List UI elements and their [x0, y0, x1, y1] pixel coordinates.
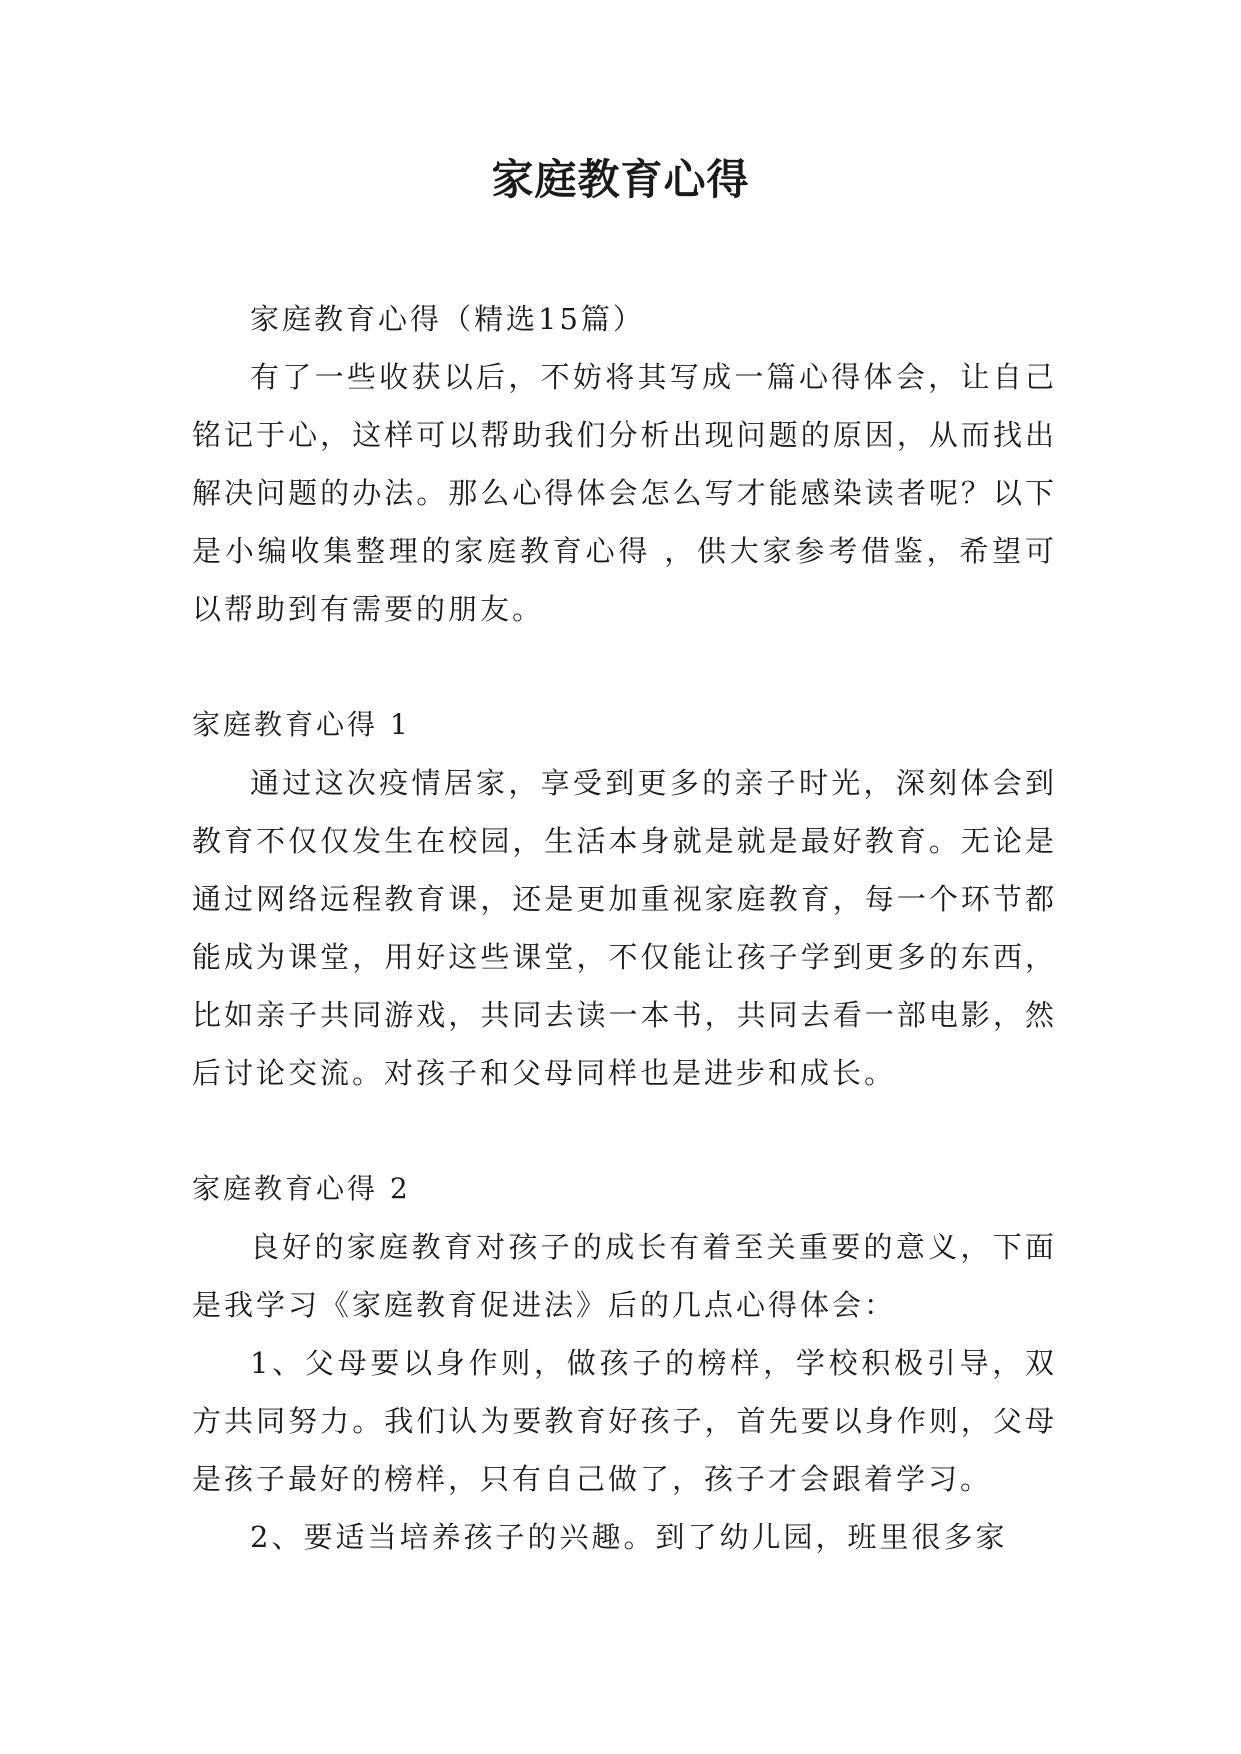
- intro-paragraph: 有了一些收获以后，不妨将其写成一篇心得体会，让自己铭记于心，这样可以帮助我们分析出现问题的原因，从而找出解决问题的办法。那么心得体会怎么写才能感染读者呢？以下是小编收集整理的家庭教育心得 ，供大家参考借鉴，希望可以帮助到有需要的朋友。: [192, 360, 1057, 626]
- section-gap: [192, 1102, 1057, 1160]
- section-2-heading: 家庭教育心得 2: [192, 1172, 411, 1205]
- section-2-paragraph-1: 良好的家庭教育对孩子的成长有着至关重要的意义，下面是我学习《家庭教育促进法》后的几点心得体会：: [192, 1230, 1057, 1322]
- section-1-heading: 家庭教育心得 1: [192, 708, 411, 741]
- section-2-paragraph-3: 2、要适当培养孩子的兴趣。到了幼儿园，班里很多家: [250, 1520, 1008, 1554]
- document-body: [192, 290, 1057, 1566]
- section-1-paragraph-1: 通过这次疫情居家，享受到更多的亲子时光，深刻体会到教育不仅仅发生在校园，生活本身就是就是最好教育。无论是通过网络远程教育课，还是更加重视家庭教育，每一个环节都能成为课堂，用好这些课堂，不仅能让孩子学到更多的东西，比如亲子共同游戏，共同去读一本书，共同去看一部电影，然后讨论交流。对孩子和父母同样也是进步和成长。: [192, 766, 1057, 1090]
- document-title: 家庭教育心得: [491, 155, 750, 204]
- section-2-paragraph-2: 1、父母要以身作则，做孩子的榜样，学校积极引导，双方共同努力。我们认为要教育好孩子，首先要以身作则，父母是孩子最好的榜样，只有自己做了，孩子才会跟着学习。: [192, 1346, 1057, 1496]
- section-gap: [192, 638, 1057, 696]
- document-subtitle: 家庭教育心得（精选15篇）: [250, 302, 645, 336]
